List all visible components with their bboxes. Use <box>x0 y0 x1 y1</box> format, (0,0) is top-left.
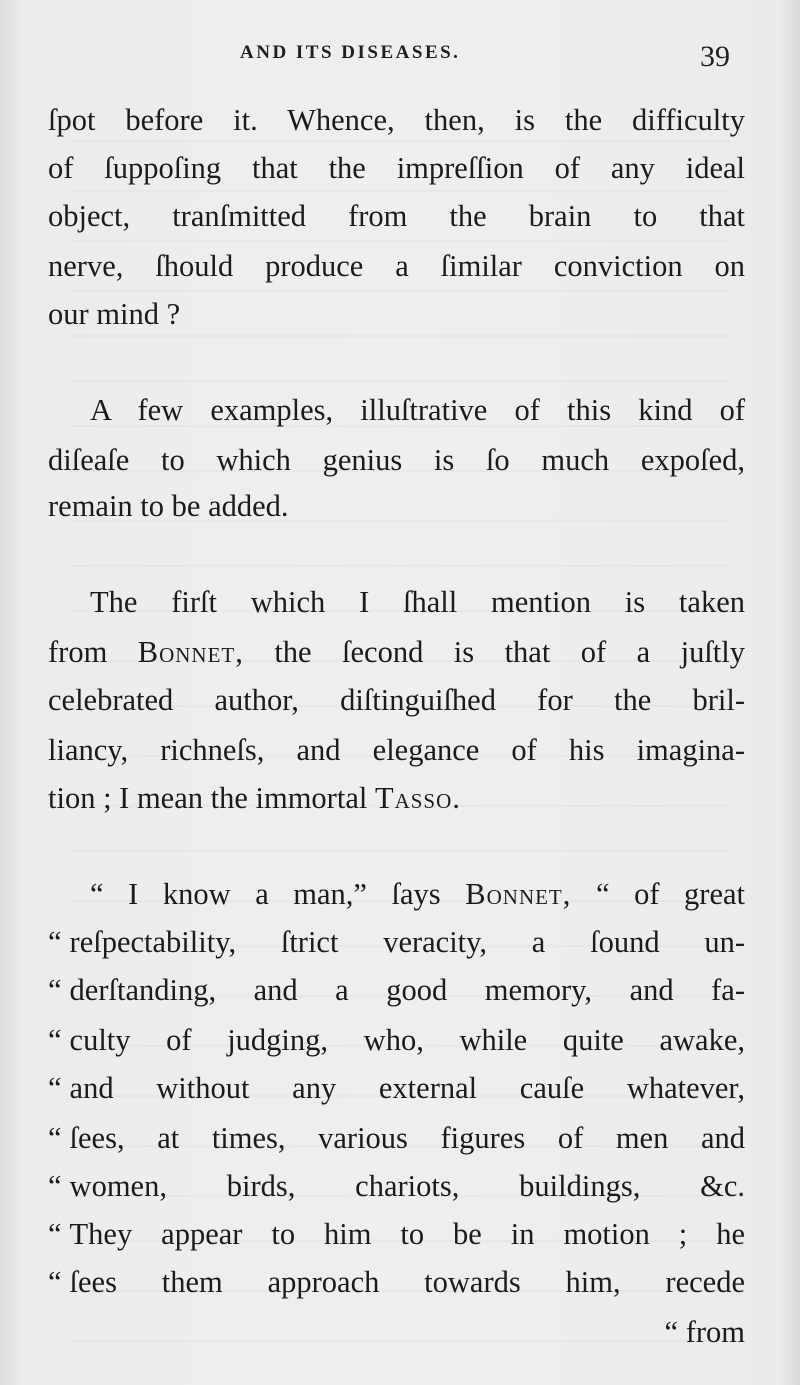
text-fragment: tion ; I mean the immortal <box>48 781 368 815</box>
text-line <box>48 970 745 1010</box>
text-fragment: They appear to him to be in motion ; he <box>69 1217 745 1251</box>
text-fragment: ſees, at times, various figures of men and <box>69 1121 745 1155</box>
text-fragment: reſpectability, ſtrict veracity, a ſound un- <box>69 925 745 959</box>
text-line: object, tranſmitted from the brain to that <box>48 199 745 233</box>
text-fragment: ſees them approach towards him, recede <box>69 1265 745 1299</box>
text-fragment: the ſecond is that of a juſtly <box>274 635 746 669</box>
quote-mark: “ <box>48 1023 62 1057</box>
quote-mark: “ <box>48 1121 62 1155</box>
text-line: liancy, richneſs, and elegance of his imagina- <box>48 733 745 767</box>
text-line <box>48 778 745 818</box>
text-line: ſpot before it. Whence, then, is the difficulty <box>48 103 745 137</box>
text-line <box>48 632 745 672</box>
text-line: A few examples, illuſtrative of this kind of <box>90 393 745 427</box>
quote-mark: “ <box>48 1265 62 1299</box>
text-line: nerve, ſhould produce a ſimilar conviction on <box>48 249 745 283</box>
quote-mark: “ <box>48 973 62 1007</box>
text-line <box>48 1020 745 1060</box>
text-line <box>48 1068 745 1108</box>
quote-mark: “ <box>48 925 62 959</box>
author-name: Tasso. <box>374 781 461 815</box>
text-fragment: “ I know a man,” ſays <box>90 877 441 911</box>
text-line <box>48 1166 745 1206</box>
text-line: our mind ? <box>48 297 181 331</box>
text-fragment: derſtanding, and a good memory, and fa- <box>69 973 745 1007</box>
author-name: Bonnet, <box>137 635 244 669</box>
text-line: celebrated author, diſtinguiſhed for the bril- <box>48 683 745 717</box>
quote-mark: “ <box>48 1217 62 1251</box>
author-name: Bonnet, <box>465 877 572 911</box>
text-fragment: and without any external cauſe whatever, <box>69 1071 745 1105</box>
text-fragment: women, birds, chariots, buildings, &c. <box>69 1169 745 1203</box>
text-line <box>48 922 745 962</box>
catchword: “ from <box>664 1315 745 1349</box>
text-line: of ſuppoſing that the impreſſion of any ideal <box>48 151 745 185</box>
text-line <box>48 1262 745 1302</box>
text-line <box>48 1118 745 1158</box>
quote-mark: “ <box>48 1071 62 1105</box>
text-line <box>90 874 745 914</box>
text-fragment: culty of judging, who, while quite awake, <box>69 1023 745 1057</box>
page-number: 39 <box>700 40 730 73</box>
text-line <box>48 1214 745 1254</box>
text-line: The firſt which I ſhall mention is taken <box>90 585 745 619</box>
text-line: remain to be added. <box>48 489 289 523</box>
running-title: AND ITS DISEASES. <box>240 42 461 63</box>
text-line: diſeaſe to which genius is ſo much expoſed, <box>48 443 745 477</box>
text-fragment: “ of great <box>595 877 746 911</box>
quote-mark: “ <box>48 1169 62 1203</box>
text-fragment: from <box>48 635 108 669</box>
